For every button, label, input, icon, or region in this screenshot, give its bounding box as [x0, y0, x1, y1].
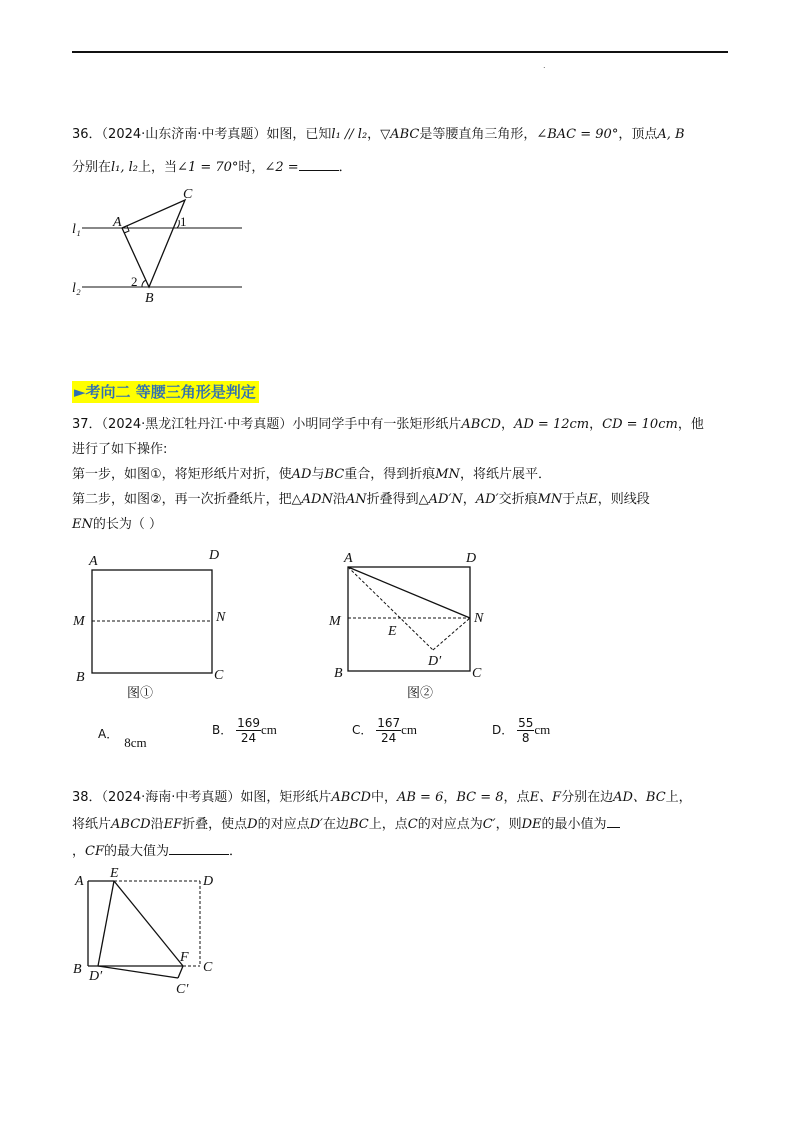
- q36-angle-1: ∠1 = 70°: [177, 160, 239, 175]
- q36-triangle: ▽ABC: [380, 127, 420, 142]
- option-b-label: B．: [212, 723, 233, 737]
- option-d-fraction: [517, 716, 534, 745]
- q37-adp: AD′: [475, 492, 499, 507]
- q38-ef: EF: [163, 817, 183, 832]
- q37-text: 重合，得到折痕: [344, 467, 436, 482]
- q37-text: ，则线段: [597, 492, 650, 507]
- q37-ad: AD = 12cm: [513, 417, 590, 432]
- label-d: D: [466, 551, 477, 566]
- q38-line-3: [72, 843, 242, 861]
- label-d: D: [209, 548, 220, 563]
- header-rule: [72, 51, 728, 53]
- q37-line-5: [72, 516, 162, 534]
- q37-text: ，他: [677, 417, 704, 432]
- q36-angle-bac: ∠BAC = 90°: [536, 127, 619, 142]
- q37-abcd: ABCD: [461, 417, 501, 432]
- label-n: N: [216, 610, 226, 625]
- q38-text: ，: [443, 790, 457, 805]
- q38-text: 上，: [665, 790, 692, 805]
- q37-adpn: △AD′N: [418, 492, 463, 507]
- q37-text: 于点: [562, 492, 589, 507]
- q37-cd: CD = 10cm: [602, 417, 678, 432]
- header-mark: .: [543, 61, 546, 70]
- option-c-label: C．: [352, 723, 373, 737]
- option-a-label: A．: [98, 727, 119, 741]
- q38-text: 分别在边: [561, 790, 614, 805]
- label-1: 1: [180, 214, 187, 229]
- q38-text: ，: [72, 844, 86, 859]
- q38-abcd: ABCD: [111, 817, 151, 832]
- label-c: C: [183, 187, 193, 202]
- q37-bc: BC: [324, 467, 345, 482]
- q38-figure: [70, 865, 230, 1000]
- q38-bc: BC: [348, 817, 369, 832]
- option-d-denominator: 8: [521, 731, 530, 745]
- label-m: M: [329, 614, 341, 629]
- label-a: A: [344, 551, 353, 566]
- q38-text: 38．（2024·海南·中考真题）如图，矩形纸片: [72, 790, 332, 805]
- q37-mn: MN: [435, 467, 460, 482]
- q38-text: 在边: [322, 817, 349, 832]
- option-c-numerator: 167: [377, 716, 401, 730]
- label-l1: l₁: [72, 222, 81, 237]
- option-d-numerator: 55: [518, 716, 534, 730]
- figure-1-caption: 图①: [127, 685, 154, 700]
- q37-line-2: 进行了如下操作:: [72, 442, 168, 457]
- q36-answer-blank[interactable]: [299, 170, 339, 171]
- label-dprime: D′: [89, 969, 103, 984]
- label-c: C: [214, 668, 224, 683]
- q38-text: 沿: [150, 817, 164, 832]
- rectangle-abcd: [348, 567, 470, 671]
- label-dprime: D′: [428, 654, 442, 669]
- q38-text: ，点: [503, 790, 530, 805]
- figure-2-caption: 图②: [407, 685, 434, 700]
- option-c-denominator: 24: [381, 731, 397, 745]
- q38-text: ，则: [495, 817, 522, 832]
- q37-an: AN: [345, 492, 367, 507]
- segment-dpn: [433, 618, 470, 650]
- label-c: C: [472, 666, 482, 681]
- option-d-label: D．: [492, 723, 514, 737]
- label-a: A: [113, 215, 122, 230]
- label-b: B: [334, 666, 343, 681]
- q36-text: 上，当: [138, 160, 178, 175]
- q38-line-1: [72, 789, 692, 807]
- option-b-denominator: 24: [240, 731, 257, 745]
- q38-cprime: C′: [482, 817, 496, 832]
- label-e: E: [388, 624, 397, 639]
- q37-text: 第一步，如图①，将矩形纸片对折，使: [72, 467, 292, 482]
- option-a[interactable]: [98, 727, 147, 750]
- q38-de: DE: [521, 817, 542, 832]
- q37-text: 的长为（ ）: [92, 517, 163, 532]
- q36-figure: [60, 180, 260, 305]
- q38-ef: E、F: [529, 790, 562, 805]
- q37-text: 与: [311, 467, 325, 482]
- q37-text: 折叠得到: [366, 492, 419, 507]
- q37-line-1: [72, 416, 704, 434]
- q36-parallel: l₁ // l₂: [331, 127, 368, 142]
- q38-answer-blank-2[interactable]: [169, 854, 229, 855]
- q37-text: ，: [500, 417, 514, 432]
- option-d[interactable]: [492, 716, 550, 745]
- q38-answer-blank-1[interactable]: [607, 827, 620, 828]
- q38-text: 折叠，使点: [182, 817, 248, 832]
- q37-figure-1: [72, 545, 252, 705]
- q37-mn: MN: [537, 492, 563, 507]
- q37-figure-2: [325, 545, 505, 705]
- segment-an: [348, 567, 470, 618]
- q38-line-2: [72, 816, 620, 834]
- q37-text: ，: [462, 492, 476, 507]
- q36-line-1: [72, 126, 685, 144]
- label-d: D: [203, 874, 214, 889]
- q36-angle-2: ∠2 =: [264, 160, 299, 175]
- angle-2-arc: [142, 280, 146, 287]
- label-e: E: [110, 866, 119, 881]
- q36-vertices: A, B: [657, 127, 685, 142]
- q38-text: 的对应点: [257, 817, 310, 832]
- q38-cf: CF: [85, 844, 104, 859]
- q36-text: ．: [338, 160, 352, 175]
- q38-abcd: ABCD: [331, 790, 371, 805]
- q37-text: 沿: [332, 492, 346, 507]
- q37-e: E: [588, 492, 598, 507]
- q36-text: 是等腰直角三角形，: [419, 127, 537, 142]
- label-c: C: [203, 960, 213, 975]
- q37-text: 37．（2024·黑龙江牡丹江·中考真题）小明同学手中有一张矩形纸片: [72, 417, 462, 432]
- q38-text: 将纸片: [72, 817, 112, 832]
- segment-dprime-cprime: [98, 966, 178, 978]
- label-b: B: [145, 291, 154, 305]
- label-cprime: C′: [176, 982, 189, 997]
- option-b-unit: cm: [260, 722, 277, 737]
- q38-dprime: D′: [309, 817, 323, 832]
- q37-text: ，将纸片展平．: [459, 467, 551, 482]
- option-b[interactable]: [212, 716, 277, 745]
- q36-text: 36．（2024·山东济南·中考真题）如图，已知: [72, 127, 332, 142]
- q37-adn: △ADN: [291, 492, 333, 507]
- label-a: A: [89, 554, 98, 569]
- q36-line-2: [72, 159, 352, 177]
- option-c-fraction: [376, 716, 401, 745]
- option-b-numerator: 169: [237, 716, 260, 730]
- section-title: ►考向二 等腰三角形是判定: [72, 381, 259, 403]
- q37-line-4: [72, 491, 650, 509]
- q36-lines: l₁, l₂: [111, 160, 139, 175]
- angle-1-arc: [177, 220, 179, 228]
- segment-cprime-f: [178, 966, 183, 978]
- label-n: N: [474, 611, 484, 626]
- q38-text: 上，点: [368, 817, 408, 832]
- q38-bc: BC = 8: [456, 790, 504, 805]
- segment-edprime: [98, 881, 114, 966]
- label-a: A: [75, 874, 84, 889]
- q36-text: ，顶点: [618, 127, 658, 142]
- q38-c: C: [407, 817, 418, 832]
- q37-ad: AD: [291, 467, 312, 482]
- q36-text: 分别在: [72, 160, 112, 175]
- option-b-fraction: [236, 716, 261, 745]
- q38-d: D: [247, 817, 258, 832]
- label-m: M: [73, 614, 85, 629]
- option-c[interactable]: [352, 716, 417, 745]
- label-2: 2: [131, 274, 138, 289]
- option-d-unit: cm: [534, 722, 551, 737]
- q37-line-3: [72, 466, 551, 484]
- q38-text: ．: [229, 844, 243, 859]
- q37-en: EN: [72, 517, 93, 532]
- option-c-unit: cm: [401, 722, 418, 737]
- label-f: F: [180, 950, 189, 965]
- q37-text: 交折痕: [498, 492, 538, 507]
- q36-text: 时，: [238, 160, 265, 175]
- q38-text: 的对应点为: [417, 817, 483, 832]
- q38-text: 中，: [370, 790, 397, 805]
- q36-text: ，: [367, 127, 381, 142]
- q38-ab: AB = 6: [396, 790, 444, 805]
- q38-text: 的最大值为: [103, 844, 169, 859]
- q37-text: 第二步，如图②，再一次折叠纸片，把: [72, 492, 292, 507]
- label-b: B: [73, 962, 82, 977]
- q37-text: ，: [589, 417, 603, 432]
- q38-sides: AD、BC: [613, 790, 666, 805]
- label-b: B: [76, 670, 85, 685]
- label-l2: l₂: [72, 281, 81, 296]
- option-a-value: 8cm: [124, 735, 147, 750]
- q38-text: 的最小值为: [541, 817, 607, 832]
- segment-ef: [114, 881, 183, 966]
